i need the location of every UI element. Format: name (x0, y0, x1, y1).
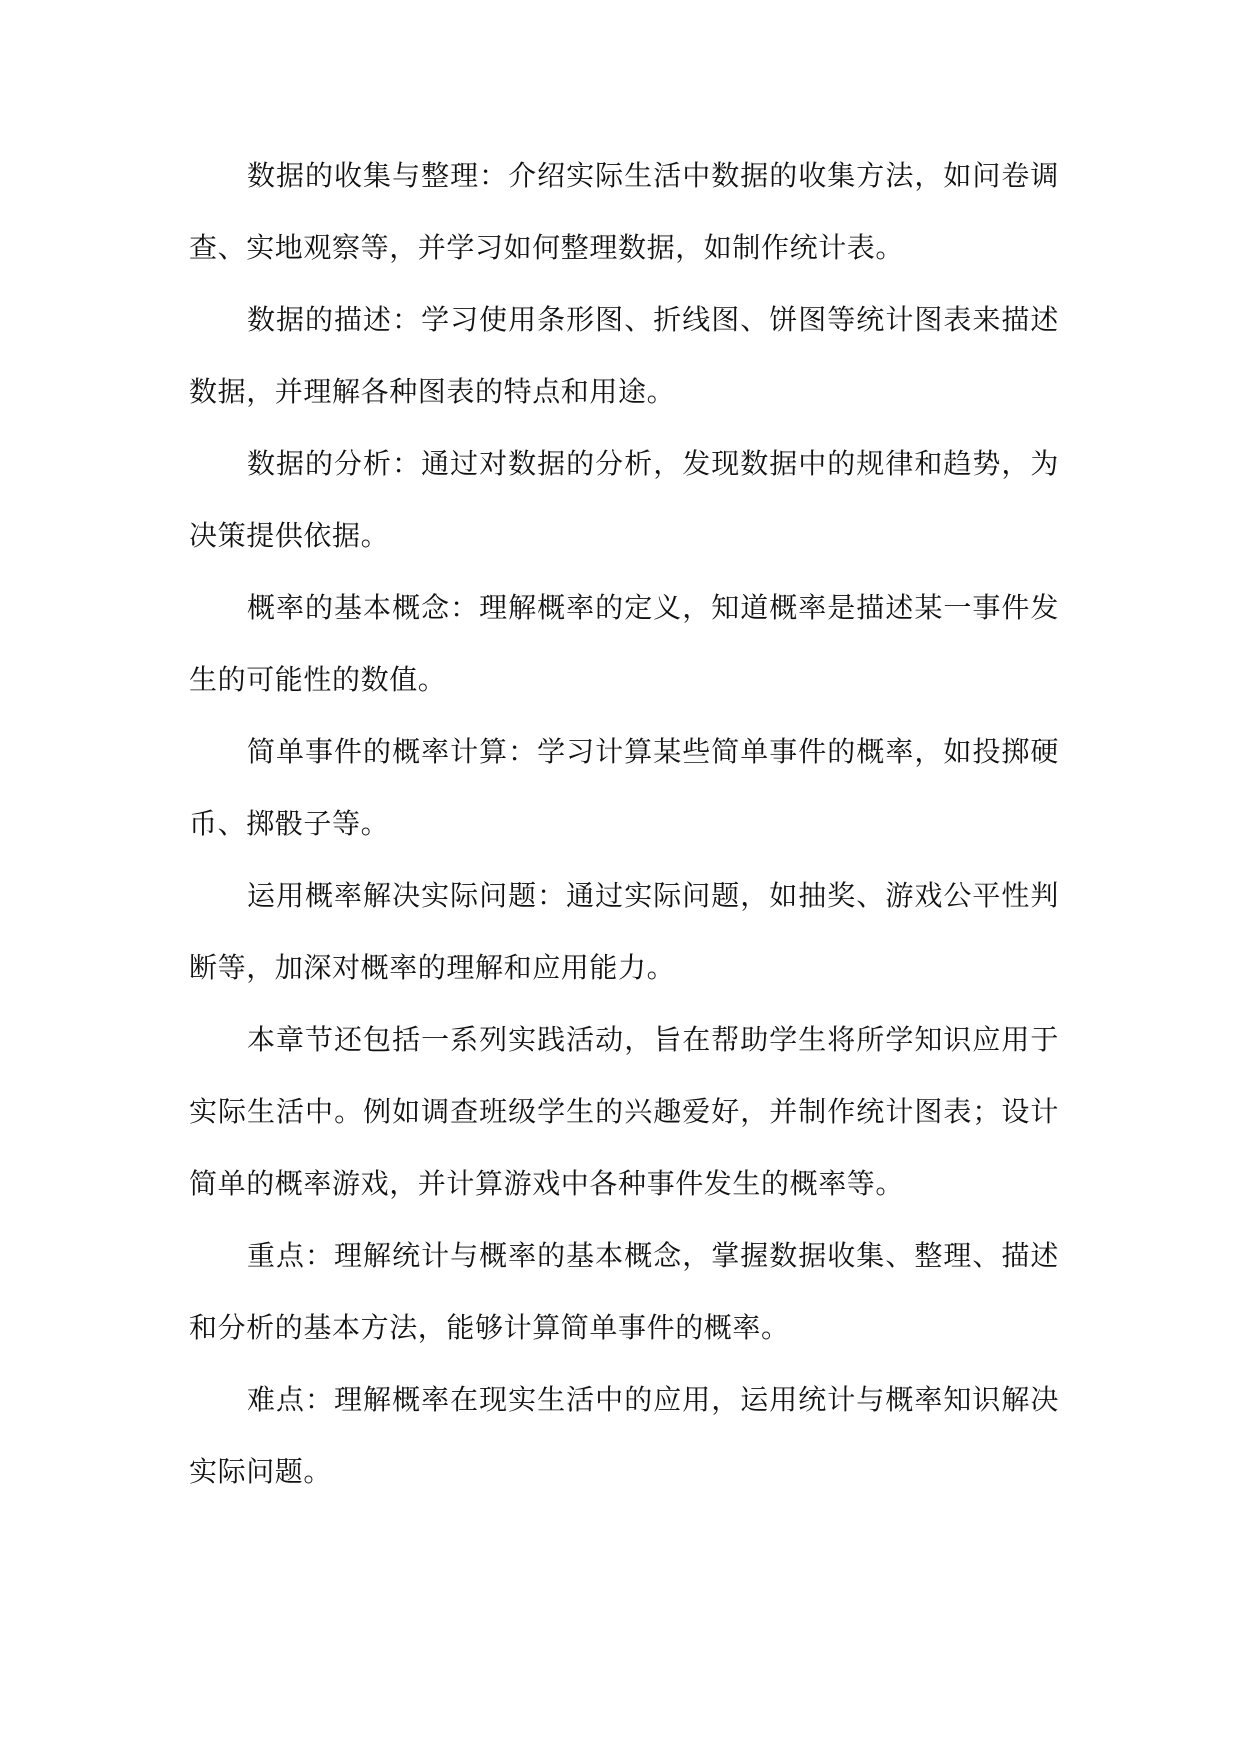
paragraph-practice-activities: 本章节还包括一系列实践活动，旨在帮助学生将所学知识应用于实际生活中。例如调查班级学生的兴趣爱好，并制作统计图表；设计简单的概率游戏，并计算游戏中各种事件发生的概率等。 (189, 1023, 1059, 1200)
paragraph-key-points: 重点：理解统计与概率的基本概念，掌握数据收集、整理、描述和分析的基本方法，能够计算简单事件的概率。 (189, 1239, 1059, 1344)
paragraph-probability-application: 运用概率解决实际问题：通过实际问题，如抽奖、游戏公平性判断等，加深对概率的理解和应用能力。 (189, 879, 1059, 984)
paragraph-data-analysis: 数据的分析：通过对数据的分析，发现数据中的规律和趋势，为决策提供依据。 (189, 447, 1059, 552)
document-body (189, 140, 1059, 1508)
paragraph-difficult-points: 难点：理解概率在现实生活中的应用，运用统计与概率知识解决实际问题。 (189, 1383, 1059, 1488)
paragraph-probability-concept: 概率的基本概念：理解概率的定义，知道概率是描述某一事件发生的可能性的数值。 (189, 591, 1059, 696)
paragraph-data-description: 数据的描述：学习使用条形图、折线图、饼图等统计图表来描述数据，并理解各种图表的特点和用途。 (189, 303, 1059, 408)
paragraph-data-collection: 数据的收集与整理：介绍实际生活中数据的收集方法，如问卷调查、实地观察等，并学习如何整理数据，如制作统计表。 (189, 159, 1059, 264)
paragraph-probability-calculation: 简单事件的概率计算：学习计算某些简单事件的概率，如投掷硬币、掷骰子等。 (189, 735, 1059, 840)
